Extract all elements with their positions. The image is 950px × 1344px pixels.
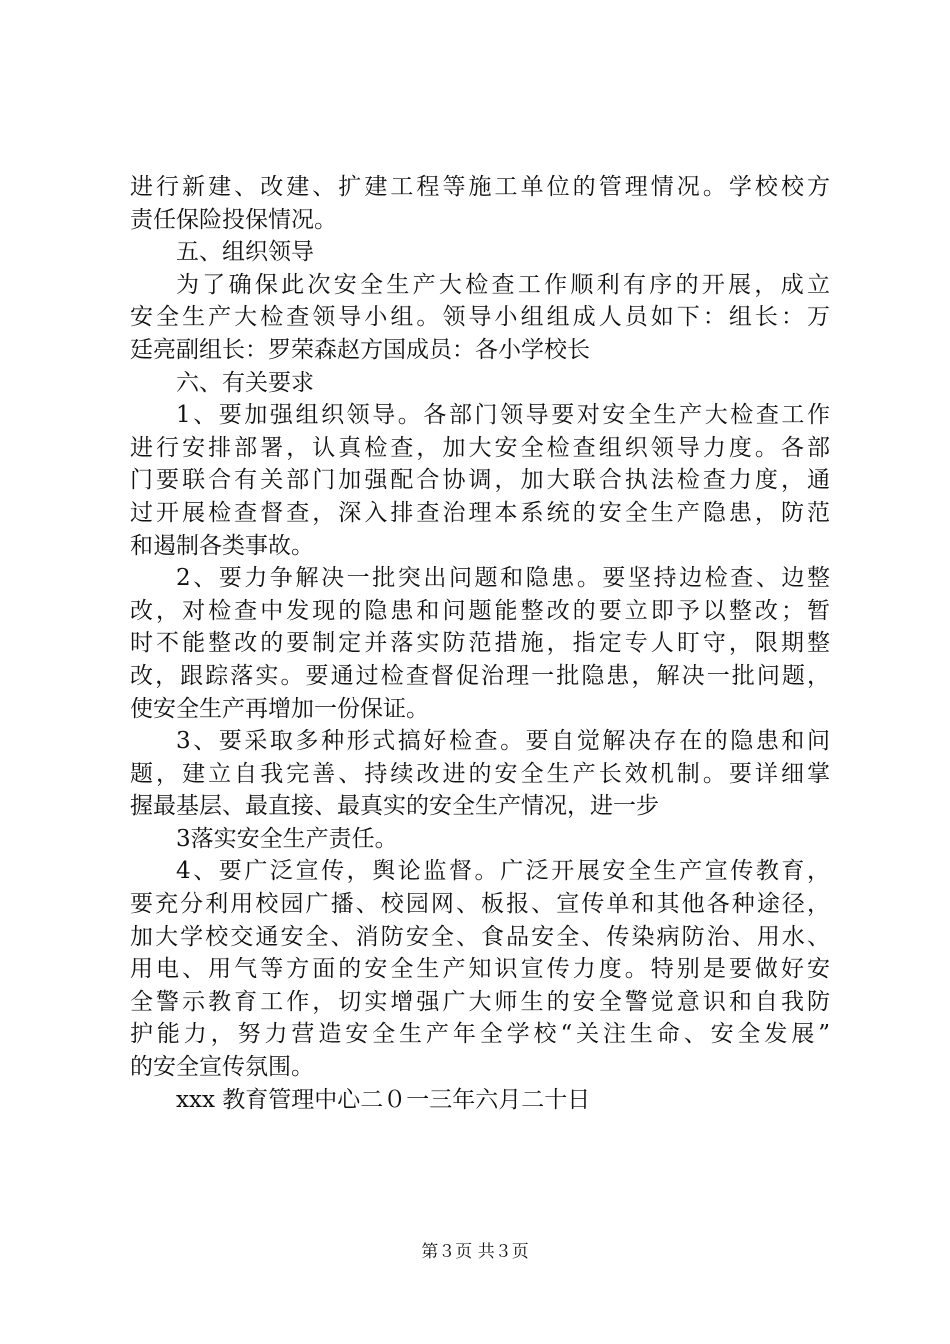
page-number: 第３页 共３页 xyxy=(421,1242,529,1262)
page-footer xyxy=(0,1241,950,1263)
text-line: 2、要力争解决一批突出问题和隐患。要坚持边检查、边整 xyxy=(176,565,830,592)
text-line: 安全生产大检查领导小组。领导小组组成人员如下：组长：万 xyxy=(130,304,830,331)
text-line: 4、要广泛宣传，舆论监督。广泛开展安全生产宣传教育， xyxy=(176,858,830,885)
text-line: 使安全生产再增加一份保证。 xyxy=(130,695,429,722)
text-line: 要充分利用校园广播、校园网、板报、宣传单和其他各种途径， xyxy=(130,891,830,918)
text-line: 门要联合有关部门加强配合协调，加大联合执法检查力度，通 xyxy=(130,467,830,494)
text-line: 1、要加强组织领导。各部门领导要对安全生产大检查工作 xyxy=(176,402,830,429)
signature-line: xxx 教育管理中心二０一三年六月二十日 xyxy=(176,1086,591,1113)
text-line: 为了确保此次安全生产大检查工作顺利有序的开展，成立 xyxy=(176,271,830,298)
text-line: 3落实安全生产责任。 xyxy=(176,825,398,852)
section-heading: 六、有关要求 xyxy=(176,369,314,396)
text-line: 廷亮副组长：罗荣森赵方国成员：各小学校长 xyxy=(130,336,590,363)
section-heading: 五、组织领导 xyxy=(176,239,314,266)
text-line: 进行新建、改建、扩建工程等施工单位的管理情况。学校校方 xyxy=(130,174,830,200)
text-line: 改，对检查中发现的隐患和问题能整改的要立即予以整改；暂 xyxy=(130,597,830,624)
text-line: 责任保险投保情况。 xyxy=(130,206,337,233)
text-line: 的安全宣传氛围。 xyxy=(130,1054,314,1081)
text-line: 用电、用气等方面的安全生产知识宣传力度。特别是要做好安 xyxy=(130,956,830,983)
text-line: 3、要采取多种形式搞好检查。要自觉解决存在的隐患和问 xyxy=(176,728,830,755)
text-line: 过开展检查督查，深入排查治理本系统的安全生产隐患，防范 xyxy=(130,499,830,526)
text-line: 和遏制各类事故。 xyxy=(130,532,314,559)
text-line: 时不能整改的要制定并落实防范措施，指定专人盯守，限期整 xyxy=(130,630,830,657)
text-line: 加大学校交通安全、消防安全、食品安全、传染病防治、用水、 xyxy=(130,923,830,950)
text-line: 进行安排部署，认真检查，加大安全检查组织领导力度。各部 xyxy=(130,434,830,461)
text-line: 全警示教育工作，切实增强广大师生的安全警觉意识和自我防 xyxy=(130,988,830,1015)
text-line: 握最基层、最直接、最真实的安全生产情况，进一步 xyxy=(130,793,659,820)
text-line: 题，建立自我完善、持续改进的安全生产长效机制。要详细掌 xyxy=(130,760,830,787)
text-line: 改，跟踪落实。要通过检查督促治理一批隐患，解决一批问题， xyxy=(130,662,830,689)
text-line: 护能力，努力营造安全生产年全学校“关注生命、安全发展” xyxy=(130,1021,830,1048)
document-body xyxy=(130,171,830,1116)
